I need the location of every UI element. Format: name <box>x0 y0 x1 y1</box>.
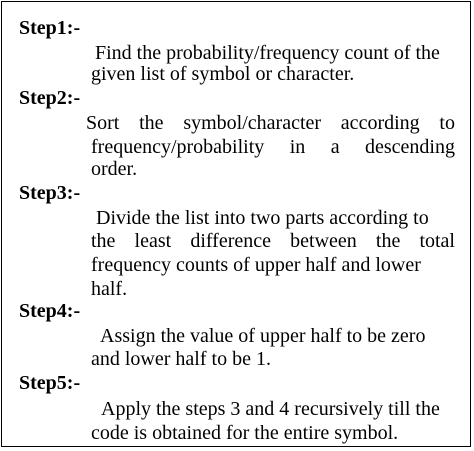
step4-line1: Assign the value of upper half to be zero <box>100 325 426 347</box>
step5-line1: Apply the steps 3 and 4 recursively till the <box>101 398 440 420</box>
step3-line1: Divide the list into two parts according to <box>96 207 429 229</box>
step3-line3: frequency counts of upper half and lower <box>91 254 421 276</box>
step1-line1: Find the probability/frequency count of the <box>95 42 440 64</box>
step3-line4: half. <box>91 278 128 300</box>
step1-line2: given list of symbol or character. <box>91 63 355 85</box>
step2-line3: order. <box>91 158 138 180</box>
step2-heading: Step2:- <box>19 87 81 109</box>
step3-line2: the least difference between the total <box>91 230 455 252</box>
step1-heading: Step1:- <box>19 17 81 39</box>
step5-line2: code is obtained for the entire symbol. <box>91 422 399 444</box>
step2-line1: Sort the symbol/character according to <box>86 112 455 134</box>
step4-line2: and lower half to be 1. <box>91 348 271 370</box>
step2-line2: frequency/probability in a descending <box>91 136 455 158</box>
step5-heading: Step5:- <box>19 372 81 394</box>
step3-heading: Step3:- <box>19 182 81 204</box>
step4-heading: Step4:- <box>19 300 81 322</box>
